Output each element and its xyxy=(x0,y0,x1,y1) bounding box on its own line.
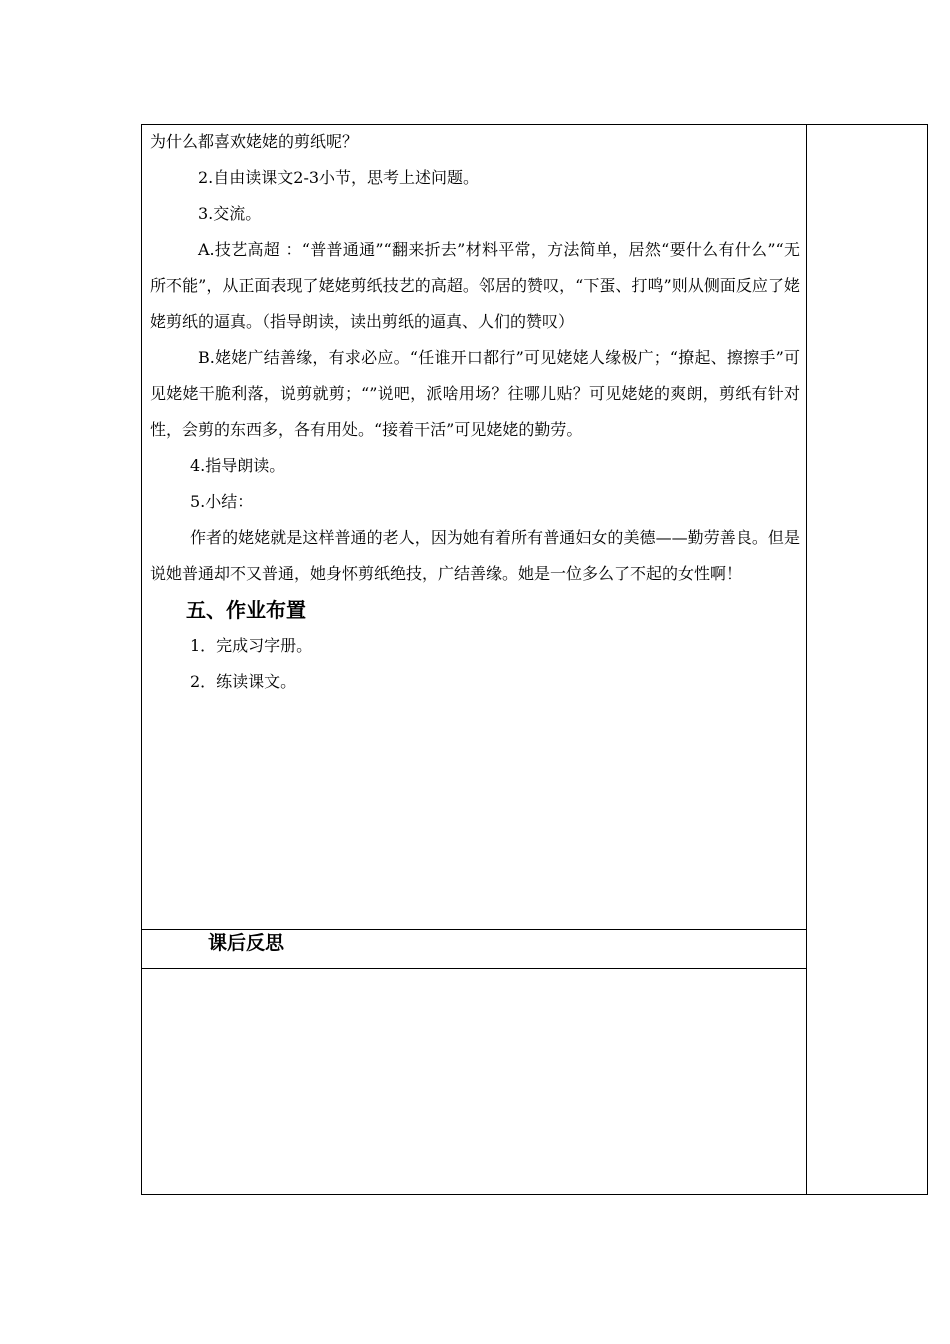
lesson-paragraph: 作者的姥姥就是这样普通的老人，因为她有着所有普通妇女的美德——勤劳善良。但是说她普通却不又普通，她身怀剪纸绝技，广结善缘。她是一位多么了不起的女性啊！ xyxy=(150,528,800,583)
lesson-content-cell xyxy=(150,124,800,700)
homework-item: 1．完成习字册。 xyxy=(190,636,313,655)
lesson-paragraph: 2.自由读课文2-3小节，思考上述问题。 xyxy=(198,168,480,187)
lesson-paragraph: 为什么都喜欢姥姥的剪纸呢？ xyxy=(150,132,359,151)
homework-item: 2．练读课文。 xyxy=(190,672,297,691)
table-border-right xyxy=(927,124,928,1195)
lesson-paragraph: B.姥姥广结善缘，有求必应。“任谁开口都行”可见姥姥人缘极广；“撩起、擦擦手”可见姥姥干脆利落，说剪就剪；“”说吧，派啥用场？往哪儿贴？可见姥姥的爽朗，剪纸有针对性，会剪的东西多，各有用处。“接着干活”可见姥姥的勤劳。 xyxy=(150,348,800,439)
reflection-content-area[interactable] xyxy=(142,969,806,1194)
lesson-paragraph: A.技艺高超 ：“普普通通”“翻来折去”材料平常，方法简单，居然“要什么有什么”“无所不能”，从正面表现了姥姥剪纸技艺的高超。邻居的赞叹，“下蛋、打鸣”则从侧面反应了姥姥剪纸的逼真。（指导朗读，读出剪纸的逼真、人们的赞叹） xyxy=(150,240,800,331)
homework-heading: 五、作业布置 xyxy=(186,598,306,622)
lesson-paragraph: 4.指导朗读。 xyxy=(190,456,286,475)
side-notes-column xyxy=(807,125,927,1194)
lesson-paragraph: 3.交流。 xyxy=(198,204,262,223)
lesson-paragraph: 5.小结： xyxy=(190,492,254,511)
table-border-bottom xyxy=(141,1194,928,1195)
reflection-title: 课后反思 xyxy=(208,932,285,954)
